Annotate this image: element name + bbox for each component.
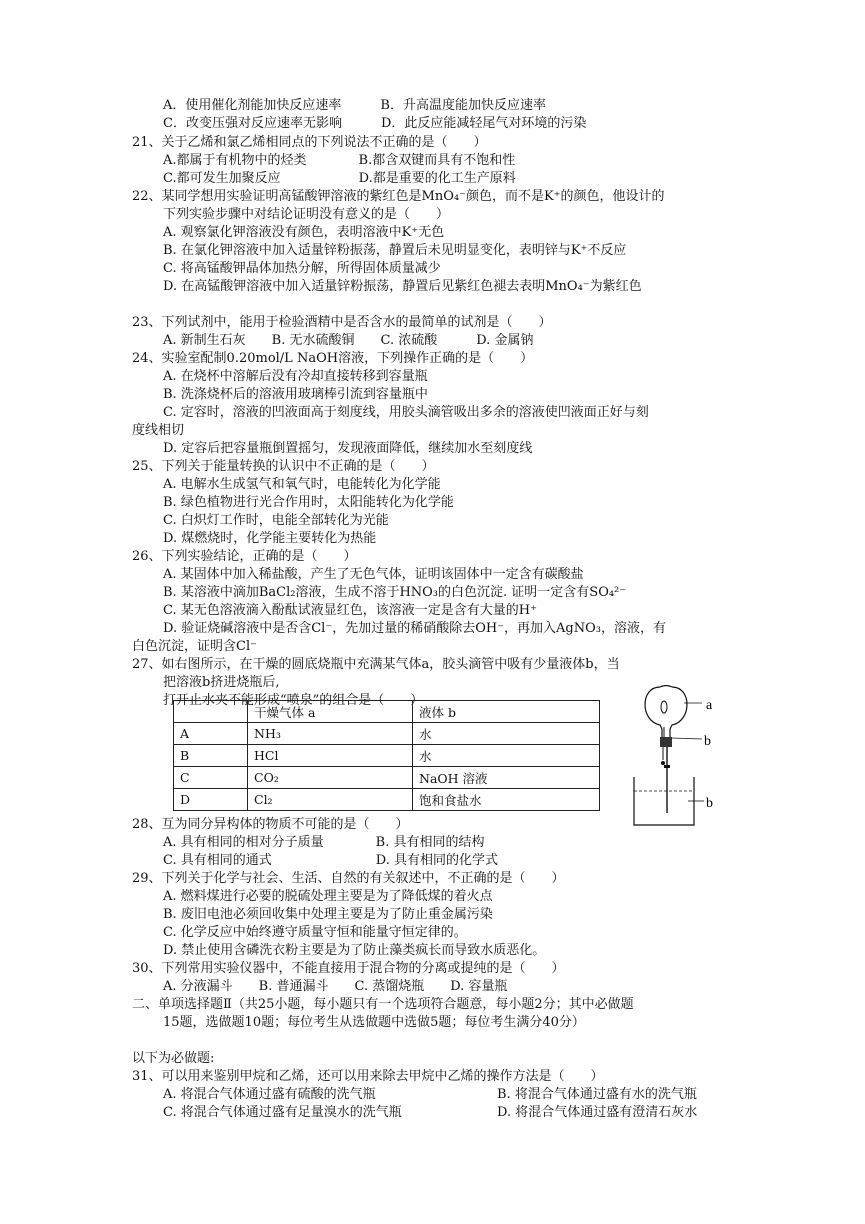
text-line: 打开止水夹不能形成“喷泉”的组合是（ ） <box>163 693 424 708</box>
text-line: A. 分液漏斗 B. 普通漏斗 C. 蒸馏烧瓶 D. 容量瓶 <box>163 979 508 994</box>
table-cell: C <box>174 767 248 789</box>
table-cell: 干燥气体 a <box>248 701 413 723</box>
text-line: 把溶液b挤进烧瓶后, <box>163 675 280 690</box>
text-line: A. 在烧杯中溶解后没有冷却直接转移到容量瓶 <box>163 369 428 384</box>
table-header-row <box>174 701 600 723</box>
text-line: 29、下列关于化学与社会、生活、自然的有关叙述中，不正确的是（ ） <box>132 871 565 886</box>
fountain-apparatus-figure <box>628 685 728 830</box>
text-line: B. 废旧电池必须回收集中处理主要是为了防止重金属污染 <box>163 907 493 922</box>
table-cell: 液体 b <box>413 701 600 723</box>
text-line: 25、下列关于能量转换的认识中不正确的是（ ） <box>132 459 435 474</box>
table-cell: D <box>174 789 248 811</box>
text-line: A. 电解水生成氢气和氧气时，电能转化为化学能 <box>163 477 441 492</box>
table-cell: 水 <box>413 723 600 745</box>
text-line: A. 将混合气体通过盛有硫酸的洗气瓶 <box>163 1087 376 1102</box>
text-line: C. 化学反应中始终遵守质量守恒和能量守恒定律的。 <box>163 925 467 940</box>
text-line: A. 观察氯化钾溶液没有颜色，表明溶液中K⁺无色 <box>163 225 445 240</box>
figure-label-a: a <box>706 698 713 713</box>
text-line: C. 某无色溶液滴入酚酞试液显红色，该溶液一定是含有大量的H⁺ <box>163 603 537 618</box>
text-line: B. 在氯化钾溶液中加入适量锌粉振荡，静置后未见明显变化，表明锌与K⁺不反应 <box>163 243 627 258</box>
table-row <box>174 767 600 789</box>
table-cell: NH₃ <box>248 723 413 745</box>
text-line: 下列实验步骤中对结论证明没有意义的是（ ） <box>163 207 450 222</box>
text-line: D. 将混合气体通过盛有澄清石灰水 <box>497 1105 698 1120</box>
text-line: B. 洗涤烧杯后的溶液用玻璃棒引流到容量瓶中 <box>163 387 428 402</box>
text-line: C. 将混合气体通过盛有足量溴水的洗气瓶 <box>163 1105 402 1120</box>
text-line: 23、下列试剂中，能用于检验酒精中是否含水的最简单的试剂是（ ） <box>132 315 552 330</box>
text-line: B. 将混合气体通过盛有水的洗气瓶 <box>497 1087 697 1102</box>
text-line: 二、单项选择题Ⅱ（共25小题，每小题只有一个选项符合题意，每小题2分；其中必做题 <box>132 997 634 1012</box>
text-line: C.都可发生加聚反应 D.都是重要的化工生产原料 <box>163 171 516 186</box>
q27-table <box>173 700 600 811</box>
table-cell: Cl₂ <box>248 789 413 811</box>
table-row <box>174 745 600 767</box>
text-line: A.都属于有机物中的烃类 B.都含双键而具有不饱和性 <box>163 153 516 168</box>
text-line: B. 绿色植物进行光合作用时，太阳能转化为化学能 <box>163 495 454 510</box>
text-line: A. 具有相同的相对分子质量 B. 具有相同的结构 <box>163 835 485 850</box>
text-line: A. 燃料煤进行必要的脱硫处理主要是为了降低煤的着火点 <box>163 889 493 904</box>
text-line: C. 具有相同的通式 D. 具有相同的化学式 <box>163 853 498 868</box>
text-line: 31、可以用来鉴别甲烷和乙烯，还可以用来除去甲烷中乙烯的操作方法是（ ） <box>132 1069 604 1084</box>
table-row <box>174 789 600 811</box>
text-line: C. 定容时，溶液的凹液面高于刻度线，用胶头滴管吸出多余的溶液使凹液面正好与刻 <box>163 405 649 420</box>
text-line: D. 煤燃烧时，化学能主要转化为热能 <box>163 531 377 546</box>
text-line: 15题，选做题10题；每位考生从选做题中选做5题；每位考生满分40分） <box>163 1015 585 1030</box>
text-line: A. 新制生石灰 B. 无水硫酸铜 C. 浓硫酸 D. 金属钠 <box>163 333 534 348</box>
text-line: 27、如右图所示，在干燥的圆底烧瓶中充满某气体a，胶头滴管中吸有少量液体b，当 <box>132 657 620 672</box>
table-cell: CO₂ <box>248 767 413 789</box>
text-line: D. 验证烧碱溶液中是否含Cl⁻，先加过量的稀硝酸除去OH⁻，再加入AgNO₃，溶液，有 <box>163 621 667 636</box>
text-line: 白色沉淀，证明含Cl⁻ <box>132 639 257 654</box>
text-line: A. 某固体中加入稀盐酸，产生了无色气体，证明该固体中一定含有碳酸盐 <box>163 567 584 582</box>
text-line: 26、下列实验结论，正确的是（ ） <box>132 549 357 564</box>
text-line: 度线相切 <box>132 423 185 438</box>
table-cell: B <box>174 745 248 767</box>
text-line: D. 定容后把容量瓶倒置摇匀，发现液面降低，继续加水至刻度线 <box>163 441 533 456</box>
text-line: B. 某溶液中滴加BaCl₂溶液，生成不溶于HNO₃的白色沉淀. 证明一定含有SO₄²⁻ <box>163 585 627 600</box>
text-line: D. 在高锰酸钾溶液中加入适量锌粉振荡，静置后见紫红色褪去表明MnO₄⁻为紫红色 <box>163 279 642 294</box>
text-line: C．改变压强对反应速率无影响 D．此反应能减轻尾气对环境的污染 <box>163 116 587 131</box>
text-line: 21、关于乙烯和氯乙烯相同点的下列说法不正确的是（ ） <box>132 135 487 150</box>
text-line: 22、某同学想用实验证明高锰酸钾溶液的紫红色是MnO₄⁻颜色，而不是K⁺的颜色，他设计的 <box>132 189 665 204</box>
text-line: A．使用催化剂能加快反应速率 B．升高温度能加快反应速率 <box>163 98 546 113</box>
table-cell: NaOH 溶液 <box>413 767 600 789</box>
table-cell: 水 <box>413 745 600 767</box>
text-line: C. 将高锰酸钾晶体加热分解，所得固体质量减少 <box>163 261 441 276</box>
text-line: 28、互为同分异构体的物质不可能的是（ ） <box>132 817 409 832</box>
text-line: 30、下列常用实验仪器中，不能直接用于混合物的分离或提纯的是（ ） <box>132 961 565 976</box>
text-line: 以下为必做题: <box>132 1051 215 1066</box>
table-cell: HCl <box>248 745 413 767</box>
table-row <box>174 723 600 745</box>
text-line: 24、实验室配制0.20mol/L NaOH溶液，下列操作正确的是（ ） <box>132 351 534 366</box>
text-line: D. 禁止使用含磷洗衣粉主要是为了防止藻类疯长而导致水质恶化。 <box>163 943 546 958</box>
figure-label-b-beaker: b <box>706 796 713 811</box>
table-cell: A <box>174 723 248 745</box>
table-cell <box>174 701 248 723</box>
table-cell: 饱和食盐水 <box>413 789 600 811</box>
text-line: C. 白炽灯工作时，电能全部转化为光能 <box>163 513 389 528</box>
figure-label-b-dropper: b <box>704 734 711 749</box>
